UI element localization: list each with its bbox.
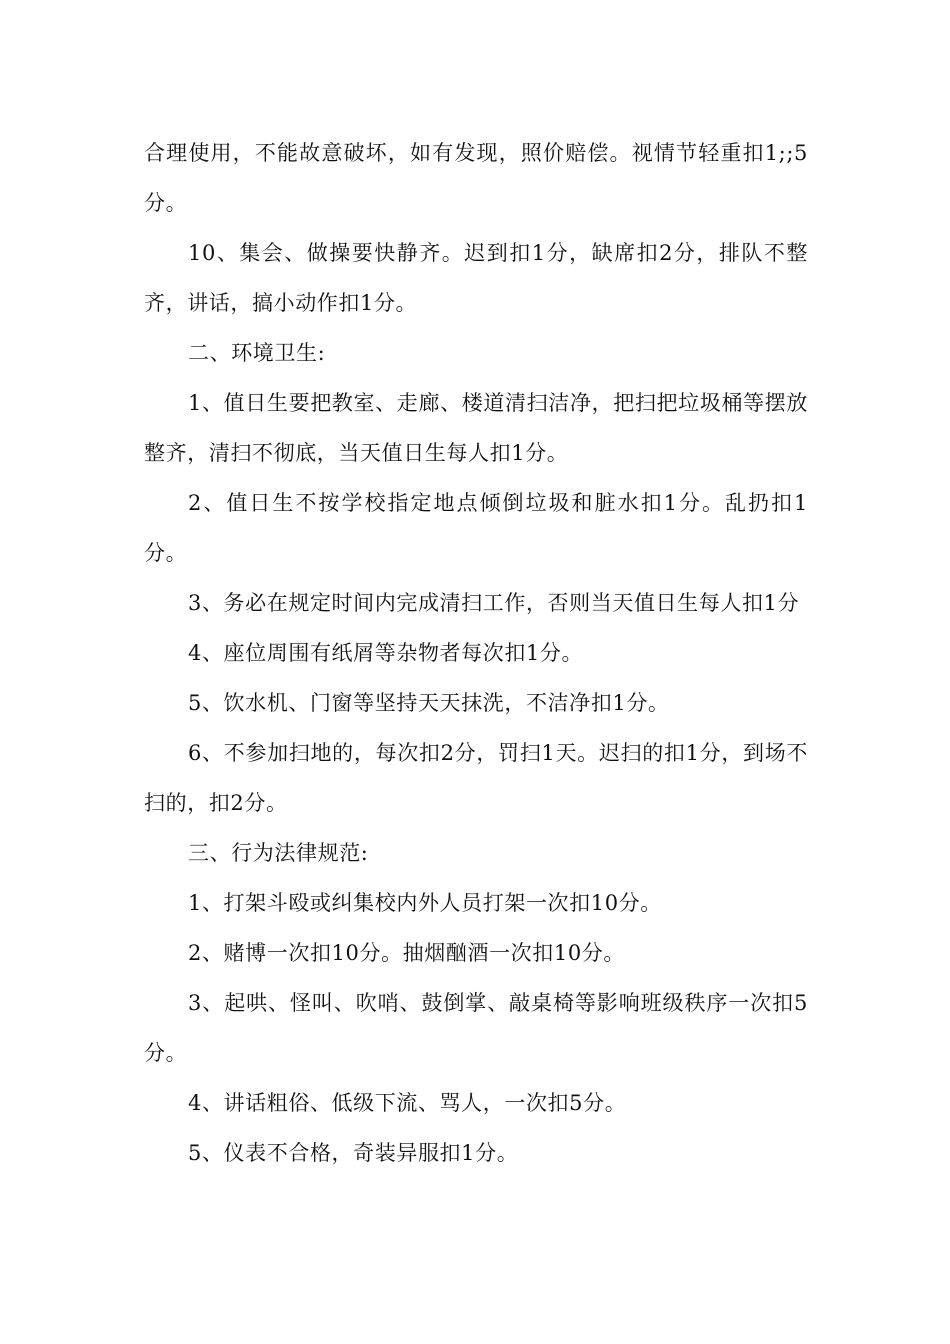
paragraph-env-rule-1: 1、值日生要把教室、走廊、楼道清扫洁净，把扫把垃圾桶等摆放整齐，清扫不彻底，当天值日生每人扣1分。 bbox=[144, 391, 808, 465]
paragraph-conduct-rule-1: 1、打架斗殴或纠集校内外人员打架一次扣10分。 bbox=[188, 891, 662, 915]
paragraph-rule-10: 10、集会、做操要快静齐。迟到扣1分，缺席扣2分，排队不整齐，讲话，搞小动作扣1分。 bbox=[144, 241, 808, 315]
document-body bbox=[144, 128, 808, 1178]
paragraph-conduct-rule-2: 2、赌博一次扣10分。抽烟酗酒一次扣10分。 bbox=[188, 941, 626, 965]
paragraph-continuation: 合理使用，不能故意破坏，如有发现，照价赔偿。视情节轻重扣1;;5分。 bbox=[144, 141, 808, 215]
paragraph-env-rule-3: 3、务必在规定时间内完成清扫工作，否则当天值日生每人扣1分 bbox=[188, 591, 800, 615]
paragraph-env-rule-5: 5、饮水机、门窗等坚持天天抹洗，不洁净扣1分。 bbox=[188, 691, 670, 715]
paragraph-conduct-rule-3: 3、起哄、怪叫、吹哨、鼓倒掌、敲桌椅等影响班级秩序一次扣5分。 bbox=[144, 991, 808, 1065]
section-heading-conduct: 三、行为法律规范: bbox=[188, 841, 369, 865]
paragraph-env-rule-4: 4、座位周围有纸屑等杂物者每次扣1分。 bbox=[188, 641, 584, 665]
section-heading-environment: 二、环境卫生: bbox=[188, 341, 326, 365]
paragraph-conduct-rule-4: 4、讲话粗俗、低级下流、骂人，一次扣5分。 bbox=[188, 1091, 627, 1115]
paragraph-env-rule-2: 2、值日生不按学校指定地点倾倒垃圾和脏水扣1分。乱扔扣1分。 bbox=[144, 491, 808, 565]
paragraph-env-rule-6: 6、不参加扫地的，每次扣2分，罚扫1天。迟扫的扣1分，到场不扫的，扣2分。 bbox=[144, 741, 808, 815]
paragraph-conduct-rule-5: 5、仪表不合格，奇装异服扣1分。 bbox=[188, 1141, 519, 1165]
